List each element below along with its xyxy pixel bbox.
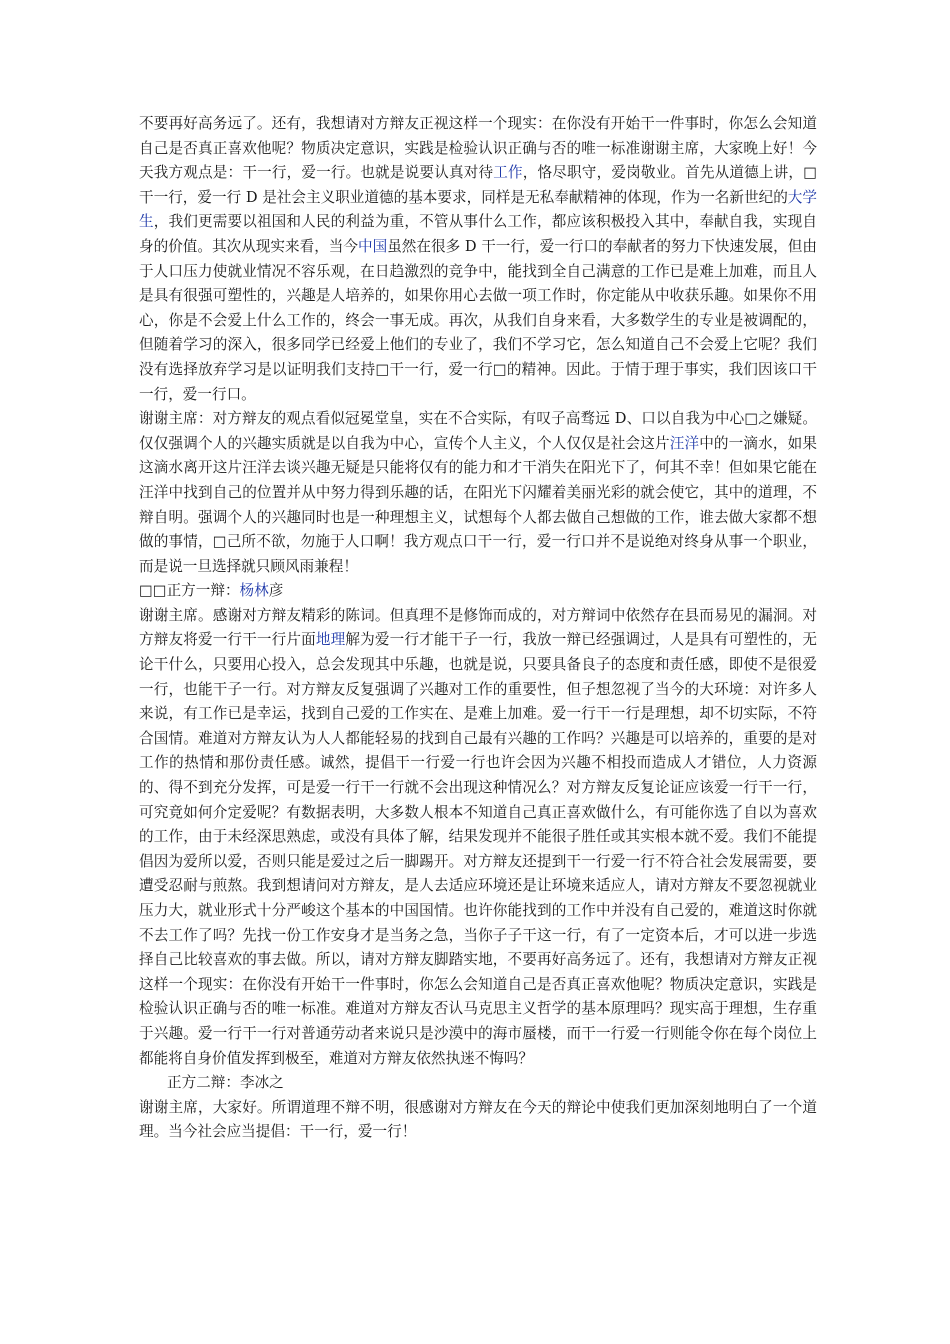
text-segment: 不要再好高务远了。还有，我想请对方辩友正视这样一个现实：在你没有开始干一件事时，你怎么会知道自己是否真正喜欢他呢？物质决定意识，实践是检验认识正确与否的唯一标准谢谢主席，大家晚上好！今天我方观点是：干一行，爱一行。也就是说要认真对待 xyxy=(139,115,817,182)
speaker-label: □□正方一辩： xyxy=(139,582,240,600)
link-china[interactable]: 中国 xyxy=(358,237,388,255)
link-geography[interactable]: 地理 xyxy=(315,631,346,649)
text-segment: 彦 xyxy=(268,582,284,600)
link-speaker-name[interactable]: 杨林 xyxy=(239,582,269,600)
paragraph-rebuttal xyxy=(139,407,817,579)
text-segment: 谢谢主席，大家好。所谓道理不辩不明，很感谢对方辩友在今天的辩论中使我们更加深刻地明白了一个道理。当今社会应当提倡：干一行，爱一行！ xyxy=(139,1098,817,1141)
text-segment: ，恪尽职守，爱岗敬业。首先从道德上讲，□干一行，爱一行 D 是社会主义职业道德的基本要求，同样是无私奉献精神的体现，作为一名新世纪的 xyxy=(139,164,817,206)
paragraph-speaker-first xyxy=(139,579,817,604)
speaker-label: 正方二辩：李冰之 xyxy=(167,1074,284,1092)
document-body xyxy=(139,112,817,1145)
paragraph-second-speech xyxy=(139,1096,817,1145)
text-segment: 谢谢主席：对方辩友的观点看似冠冕堂皇，实在不合实际，有叹子高骛远 D、口以自我为中心□之嫌疑。仅仅强调个人的兴趣实质就是以自我为中心，宣传个人主义，个人仅仅是社会这片 xyxy=(139,410,817,452)
link-ocean[interactable]: 汪洋 xyxy=(669,434,700,452)
paragraph-speaker-second xyxy=(139,1071,817,1096)
paragraph-first-speech xyxy=(139,604,817,1071)
text-segment: 解为爱一行才能干子一行，我放一辩已经强调过，人是具有可塑性的，无论干什么，只要用心投入，总会发现其中乐趣，也就是说，只要具备良子的态度和责任感，即使不是很爱一行，也能干子一行。对方辩友反复强调了兴趣对工作的重要性，但子想忽视了当今的大环境：对许多人来说，有工作已是幸运，找到自己爱的工作实在、是难上加难。爱一行干一行是理想，却不切实际，不符合国情。难道对方辩友认为人人都能轻易的找到自己最有兴趣的工作吗？兴趣是可以培养的，重要的是对工作的热情和那份责任感。诚然，提倡干一行爱一行也许会因为兴趣不相投而造成人才错位，人力资源的、得不到充分发挥，可是爱一行干一行就不会出现这种情况么？对方辩友反复论证应该爱一行干一行，可究竟如何介定爱呢？有数据表明，大多数人根本不知道自己真正喜欢做什么，有可能你选了自以为喜欢的工作，由于未经深思熟虑，或没有具体了解，结果发现并不能很子胜任或其实根本就不爱。我们不能提倡因为爱所以爱，否则只能是爱过之后一脚踢开。对方辩友还提到干一行爱一行不符合社会发展需要，要遭受忍耐与煎熬。我到想请问对方辩友，是人去适应环境还是让环境来适应人，请对方辩友不要忽视就业压力大，就业形式十分严峻这个基本的中国国情。也许你能找到的工作中并没有自己爱的，难道这时你就不去工作了吗？先找一份工作安身才是当务之急，当你子子干这一行，有了一定资本后，才可以进一步选择自己比较喜欢的事去做。所以，请对方辩友脚踏实地，不要再好高务远了。还有，我想请对方辩友正视这样一个现实：在你没有开始干一件事时，你怎么会知道自己是否真正喜欢他呢？物质决定意识，实践是检验认识正确与否的唯一标准。难道对方辩友否认马克思主义哲学的基本原理吗？现实高于理想，生存重于兴趣。爱一行干一行对普通劳动者来说只是沙漠中的海市蜃楼，而干一行爱一行则能令你在每个岗位上都能将自身价值发挥到极至，难道对方辩友依然执迷不悔吗？ xyxy=(139,631,817,1067)
text-segment: ，我们更需要以祖国和人民的利益为重，不管从事什么工作，都应该积极投入其中，奉献自我，实现自身的价值。其次从现实来看，当今 xyxy=(139,213,817,255)
text-segment: 谢谢主席。感谢对方辩友精彩的陈词。但真理不是修饰而成的，对方辩词中依然存在县而易见的漏洞。对方辩友将爱一行干一行片面 xyxy=(139,606,817,649)
link-work[interactable]: 工作 xyxy=(493,164,523,182)
link-university-student[interactable]: 大学生 xyxy=(139,188,817,231)
text-segment: 虽然在很多 D 干一行，爱一行口的奉献者的努力下快速发展，但由于人口压力使就业情况不容乐观，在日趋激烈的竞争中，能找到全自己满意的工作已是难上加难，而且人是具有很强可塑性的，兴趣是人培养的，如果你用心去做一项工作时，你定能从中收获乐趣。如果你不用心，你是不会爱上什么工作的，终会一事无成。再次，从我们自身来看，大多数学生的专业是被调配的，但随着学习的深入，很多同学已经爱上他们的专业了，我们不学习它，怎么知道自己不会爱上它呢？我们没有选择放弃学习是以证明我们支持□干一行，爱一行□的精神。因此。于情于理于事实，我们因该口干一行，爱一行口。 xyxy=(139,237,817,403)
text-segment: 中的一滴水，如果这滴水离开这片汪洋去谈兴趣无疑是只能将仅有的能力和才干消失在阳光下了，何其不幸！但如果它能在汪洋中找到自己的位置并从中努力得到乐趣的话，在阳光下闪耀着美丽光彩的就会使它，其中的道理，不辩自明。强调个人的兴趣同时也是一种理想主义，试想每个人都去做自己想做的工作，谁去做大家都不想做的事情，□己所不欲，勿施于人口啊！我方观点口干一行，爱一行口并不是说绝对终身从事一个职业，而是说一旦选择就只顾风雨兼程！ xyxy=(139,434,817,575)
paragraph-opening-argument xyxy=(139,112,817,407)
